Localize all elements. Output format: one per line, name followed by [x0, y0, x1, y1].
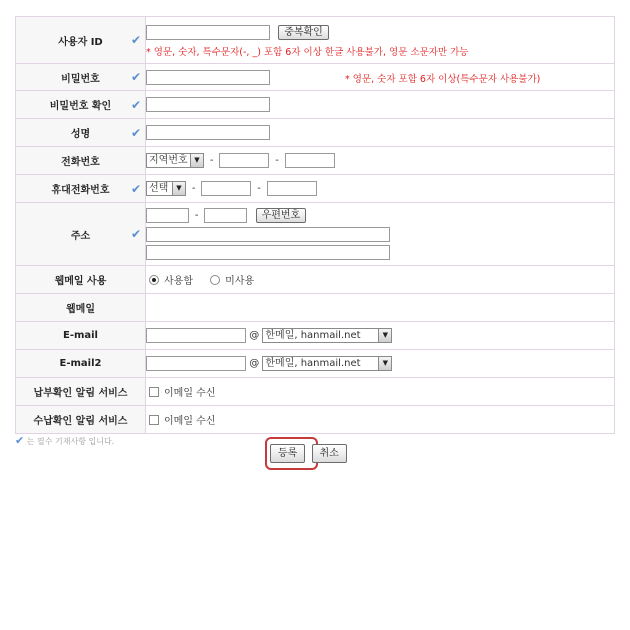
chevron-down-icon: ▼ [172, 182, 185, 195]
chevron-down-icon: ▼ [190, 154, 203, 167]
row-name [16, 119, 615, 147]
password-label: 비밀번호 [61, 73, 100, 85]
password-input[interactable] [146, 70, 270, 85]
email2-id-input[interactable] [146, 356, 246, 371]
mobile-middle-input[interactable] [201, 181, 251, 196]
user-id-label: 사용자 ID [58, 36, 103, 48]
payment-alert-checkbox[interactable] [149, 387, 159, 397]
required-check-icon: ✔ [130, 97, 141, 112]
payment-alert-label: 납부확인 알림 서비스 [33, 388, 128, 399]
row-password-confirm [16, 91, 615, 119]
dup-check-button[interactable]: 중복확인 [278, 25, 329, 40]
area-code-select[interactable]: 지역번호 ▼ [146, 153, 204, 168]
required-footnote: ✔ 는 필수 기재사항 입니다. [15, 434, 115, 447]
row-payment-alert: 납부확인 알림 서비스 이메일 수신 [16, 378, 615, 406]
row-password [16, 64, 615, 91]
email2-label: E-mail2 [59, 358, 102, 369]
name-label: 성명 [70, 129, 91, 140]
phone-middle-input[interactable] [219, 153, 269, 168]
chevron-down-icon: ▼ [378, 357, 391, 370]
user-id-input[interactable] [146, 25, 270, 40]
row-email2: E-mail2 @ 한메일, hanmail.net ▼ [16, 350, 615, 378]
address-line1-input[interactable] [146, 227, 390, 242]
form-actions [270, 444, 347, 463]
required-check-icon: ✔ [130, 227, 141, 241]
required-check-icon: ✔ [130, 33, 141, 47]
zip-first-input[interactable] [146, 208, 189, 223]
phone-last-input[interactable] [285, 153, 335, 168]
row-user-id [16, 17, 615, 64]
row-email: E-mail @ 한메일, hanmail.net ▼ [16, 322, 615, 350]
carrier-select[interactable]: 선택 ▼ [146, 181, 186, 196]
phone-label: 전화번호 [61, 157, 100, 168]
address-label: 주소 [70, 230, 91, 242]
row-phone: 전화번호 지역번호 ▼ - - [16, 147, 615, 175]
webmail-use-radio[interactable] [149, 275, 159, 285]
row-receipt-alert: 수납확인 알림 서비스 이메일 수신 [16, 406, 615, 434]
zip-second-input[interactable] [204, 208, 247, 223]
email-id-input[interactable] [146, 328, 246, 343]
row-webmail-use: 웹메일 사용 사용함 미사용 [16, 266, 615, 294]
password-confirm-label: 비밀번호 확인 [49, 101, 112, 112]
receipt-alert-label: 수납확인 알림 서비스 [33, 416, 128, 427]
chevron-down-icon: ▼ [378, 329, 391, 342]
email2-domain-select[interactable]: 한메일, hanmail.net ▼ [262, 356, 392, 371]
registration-form [15, 16, 615, 434]
password-note: * 영문, 숫자 포함 6자 이상(특수문자 사용불가) [345, 74, 541, 85]
required-check-icon: ✔ [130, 125, 141, 140]
zip-search-button[interactable]: 우편번호 [256, 208, 307, 223]
row-mobile: 휴대전화번호 ✔ 선택 ▼ - - [16, 175, 615, 203]
row-webmail [16, 294, 615, 322]
value-cell [146, 17, 615, 64]
cancel-button[interactable]: 취소 [312, 444, 347, 463]
required-check-icon: ✔ [15, 434, 25, 447]
row-address: 주소 ✔ - 우편번호 [16, 203, 615, 266]
submit-button[interactable]: 등록 [270, 444, 305, 463]
label-cell [16, 17, 146, 64]
webmail-unused-radio[interactable] [210, 275, 220, 285]
mobile-last-input[interactable] [267, 181, 317, 196]
receipt-alert-checkbox[interactable] [149, 415, 159, 425]
user-id-note: * 영문, 숫자, 특수문자(-, _) 포함 6자 이상 한글 사용불가, 영문 소문자만 가능 [146, 46, 469, 58]
email-domain-select[interactable]: 한메일, hanmail.net ▼ [262, 328, 392, 343]
mobile-label: 휴대전화번호 [51, 185, 110, 196]
address-line2-input[interactable] [146, 245, 390, 260]
required-check-icon: ✔ [130, 181, 141, 196]
required-check-icon: ✔ [130, 70, 141, 84]
password-confirm-input[interactable] [146, 97, 270, 112]
webmail-label: 웹메일 [66, 304, 95, 315]
email-label: E-mail [62, 330, 98, 341]
webmail-use-label: 웹메일 사용 [54, 276, 107, 287]
name-input[interactable] [146, 125, 270, 140]
